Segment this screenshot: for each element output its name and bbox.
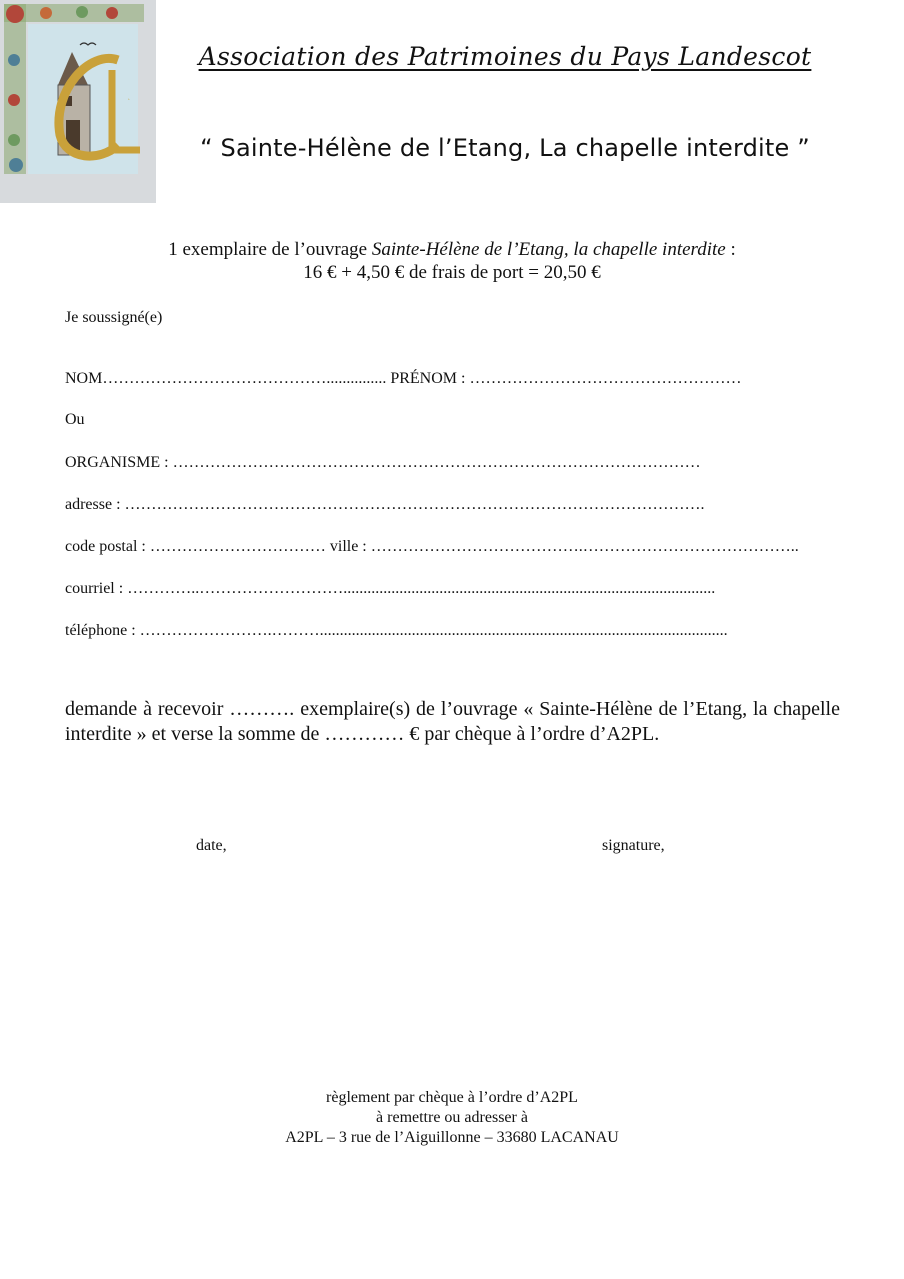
telephone-field[interactable]: téléphone : …………………….………...................................................................................................... <box>65 622 728 639</box>
book-title: “ Sainte-Hélène de l’Etang, La chapelle interdite ” <box>200 134 810 162</box>
offer-text <box>0 238 904 284</box>
order-request-text: demande à recevoir ………. exemplaire(s) de l’ouvrage « Sainte-Hélène de l’Etang, la chapelle interdite » et verse la somme de ………… € par chèque à l’ordre d’A2PL. <box>65 698 840 745</box>
footer-line-1: règlement par chèque à l’ordre d’A2PL <box>326 1089 578 1106</box>
payment-footer <box>0 1088 904 1148</box>
offer-book-title: Sainte-Hélène de l’Etang, la chapelle interdite <box>371 239 726 260</box>
nom-prenom-field[interactable]: NOM……………………………………............... PRÉNOM : …………………………………………… <box>65 370 742 387</box>
ou-label: Ou <box>65 411 85 428</box>
association-logo <box>0 0 156 203</box>
offer-line-1-end: : <box>725 239 736 260</box>
logo-letter: A <box>128 99 130 101</box>
mill-tower-illustration-icon <box>0 0 156 203</box>
organisme-field[interactable]: ORGANISME : ……………………………………………………………………………………… <box>65 454 701 471</box>
signature-label: signature, <box>602 837 665 854</box>
adresse-field[interactable]: adresse : ………………………………………………………………………………………………. <box>65 496 705 513</box>
offer-line-1-start: 1 exemplaire de l’ouvrage <box>168 239 372 260</box>
offer-line-1 <box>0 238 904 261</box>
footer-line-2: à remettre ou adresser à <box>376 1109 528 1126</box>
footer-address: A2PL – 3 rue de l’Aiguillonne – 33680 LACANAU <box>285 1129 619 1146</box>
offer-price: 16 € + 4,50 € de frais de port = 20,50 € <box>303 262 601 283</box>
association-title: Association des Patrimoines du Pays Landescot <box>198 42 812 71</box>
code-postal-ville-field[interactable]: code postal : …………………………… ville : ………………………………….………………………………….. <box>65 538 799 555</box>
date-label: date, <box>196 837 227 854</box>
courriel-field[interactable]: courriel : …………..………………………............................................................................................. <box>65 580 716 597</box>
soussigne-label: Je soussigné(e) <box>65 309 163 326</box>
